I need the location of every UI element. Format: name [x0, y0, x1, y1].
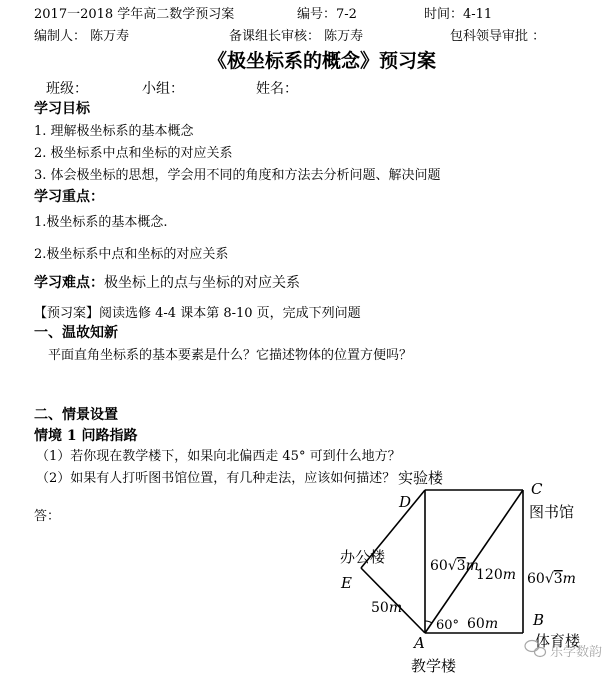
key-point-1: 1.极坐标系的基本概念.: [34, 215, 168, 230]
goal-item-3: 3. 体会极坐标的思想，学会用不同的角度和方法去分析问题、解决问题: [34, 168, 441, 183]
measure-ac-unit: m: [502, 567, 517, 583]
goal-item-2: 2. 极坐标系中点和坐标的对应关系: [34, 146, 233, 161]
lab-building-label: 实验楼: [398, 469, 444, 487]
angle-value: 60: [436, 618, 453, 633]
header-time: 时间：4-11: [424, 7, 493, 22]
measure-bc-radicand: 3: [553, 571, 563, 587]
header-code: 编号：7-2: [297, 7, 357, 22]
answer-label: 答：: [34, 509, 61, 524]
header-leader: 包科领导审批 ：: [450, 29, 546, 44]
measure-ac-value: 120: [476, 567, 503, 583]
measure-bc-radical: √: [544, 571, 554, 587]
header-author: 编制人： 陈万寿: [34, 29, 130, 44]
measure-ad-value: 60: [430, 558, 448, 574]
watermark-text: 乐学数韵: [550, 645, 603, 660]
point-e-label: E: [341, 574, 352, 592]
difficulty-text: 极坐标上的点与坐标的对应关系: [104, 275, 300, 291]
measure-ab-unit: m: [484, 616, 499, 632]
point-a-label: A: [414, 634, 425, 652]
measure-ab: [467, 616, 498, 632]
gym-label: 体育楼: [535, 632, 581, 650]
key-points-heading: 学习重点：: [34, 189, 104, 205]
measure-ad-radical: √: [447, 558, 457, 574]
measure-ac: [476, 567, 516, 583]
measure-bc-value: 60: [527, 571, 545, 587]
header-course: 2017一2018 学年高二数学预习案: [34, 7, 235, 22]
library-label: 图书馆: [529, 503, 575, 521]
angle-arc: [425, 621, 432, 623]
goals-heading: 学习目标: [34, 101, 90, 117]
point-b-label: B: [533, 611, 545, 629]
goal-item-1: 1. 理解极坐标系的基本概念: [34, 124, 194, 139]
measure-ae-value: 50: [371, 600, 389, 616]
key-point-2: 2.极坐标系中点和坐标的对应关系: [34, 247, 229, 262]
preview-instruction: 【预习案】阅读选修 4-4 课本第 8-10 页，完成下列问题: [34, 306, 361, 321]
measure-ae-unit: m: [388, 600, 403, 616]
section1-question: 平面直角坐标系的基本要素是什么？它描述物体的位置方便吗？: [48, 348, 413, 363]
section1-heading: 一、温故知新: [34, 325, 118, 341]
point-d-label: D: [399, 493, 412, 511]
scenario-heading: 情境 1 问路指路: [34, 428, 138, 444]
angle-degree-symbol: °: [452, 618, 460, 633]
teaching-building-label: 教学楼: [411, 657, 457, 674]
measure-bc: [527, 571, 576, 587]
scenario-question-2: （2）如果有人打听图书馆位置，有几种走法，应该如何描述？: [36, 471, 396, 486]
page-title: 《极坐标系的概念》预习案: [208, 50, 437, 72]
measure-ab-value: 60: [467, 616, 485, 632]
angle-label: [436, 618, 459, 633]
name-field-label: 姓名：: [256, 81, 298, 97]
measure-ad-radicand: 3: [456, 558, 466, 574]
difficulty-label: 学习难点：: [34, 275, 104, 291]
point-c-label: C: [531, 480, 543, 498]
section2-heading: 二、情景设置: [34, 407, 118, 423]
scenario-question-1: （1）若你现在教学楼下，如果向北偏西走 45° 可到什么地方？: [36, 449, 401, 464]
class-field-label: 班级：: [46, 81, 88, 97]
measure-ad-unit: m: [465, 558, 479, 574]
measure-ad: [430, 558, 479, 574]
measure-ae: [371, 600, 402, 616]
group-field-label: 小组：: [142, 81, 184, 97]
measure-bc-unit: m: [562, 571, 576, 587]
header-reviewer: 备课组长审核： 陈万寿: [229, 29, 364, 44]
office-building-label: 办公楼: [340, 548, 386, 566]
